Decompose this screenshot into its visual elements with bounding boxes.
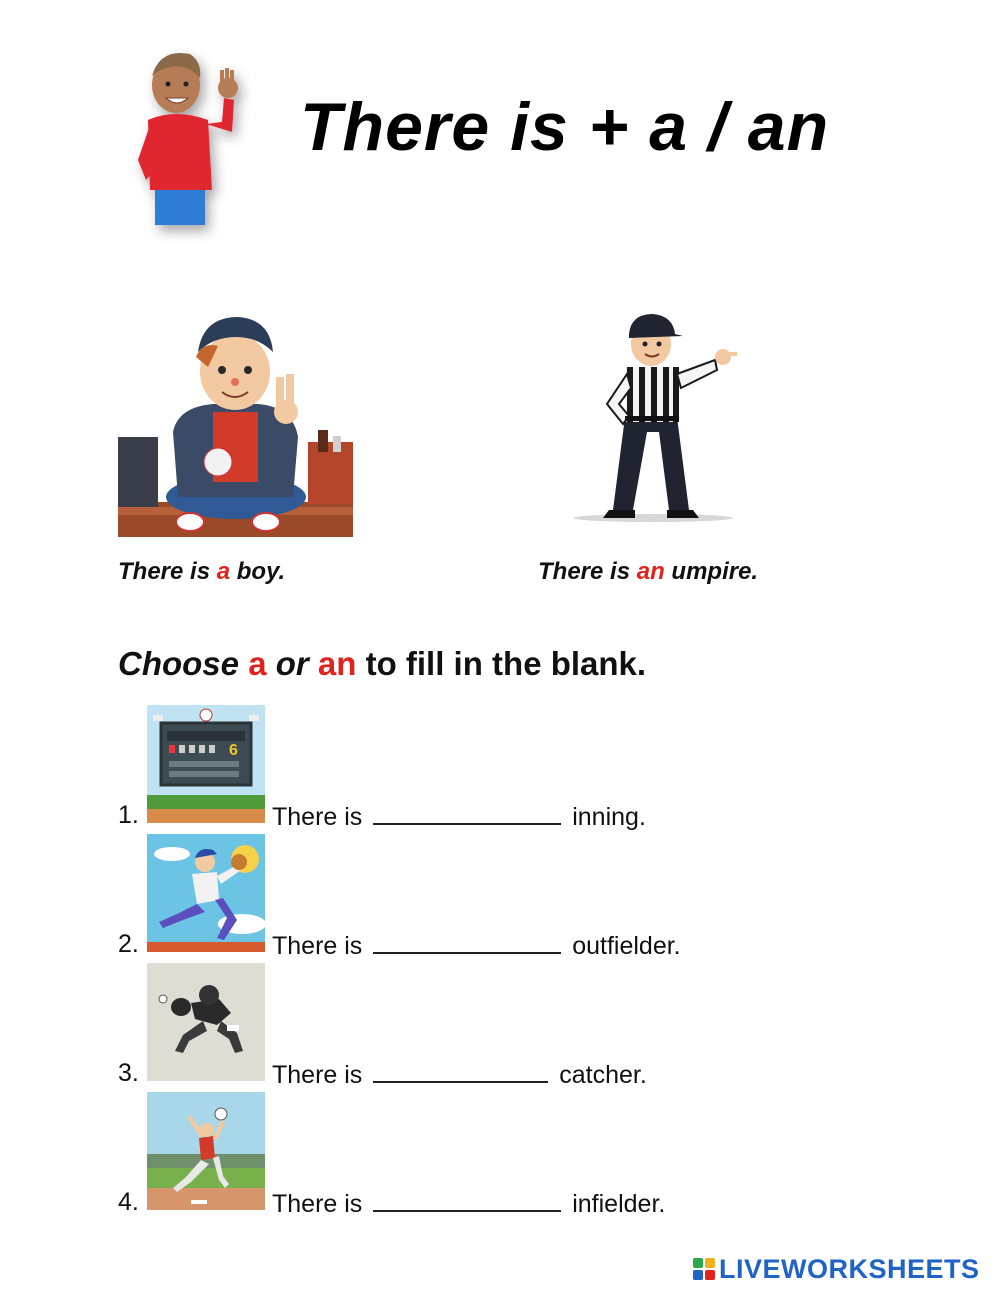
example-caption-an: There is an umpire. (538, 558, 759, 585)
exercise-number: 1. (118, 801, 139, 829)
exercise-sentence: There is infielder. (272, 1190, 666, 1218)
catcher-image (147, 963, 265, 1081)
outfielder-image (147, 834, 265, 952)
infielder-image (147, 1092, 265, 1210)
answer-blank[interactable] (373, 1059, 548, 1083)
exercise-number: 4. (118, 1188, 139, 1216)
exercise-sentence: There is inning. (272, 803, 646, 831)
liveworksheets-logo[interactable] (693, 1254, 980, 1284)
waving-boy-illustration (120, 40, 270, 250)
logo-grid-icon (693, 1258, 715, 1280)
boy-with-baseball-illustration (118, 312, 353, 537)
answer-blank[interactable] (373, 801, 561, 825)
exercise-number: 3. (118, 1059, 139, 1087)
scoreboard-image (147, 705, 265, 823)
example-caption-a: There is a boy. (118, 558, 286, 585)
answer-blank[interactable] (373, 930, 561, 954)
umpire-illustration (565, 312, 740, 524)
exercise-number: 2. (118, 930, 139, 958)
instructions: Choose a or an to fill in the blank. (118, 645, 647, 682)
logo-text: LIVEWORKSHEETS (719, 1253, 980, 1284)
article-a: a (216, 558, 231, 585)
answer-blank[interactable] (373, 1188, 561, 1212)
page-title: There is + a / an (300, 89, 830, 165)
exercise-sentence: There is outfielder. (272, 932, 681, 960)
svg-text:6: 6 (229, 742, 238, 759)
exercise-sentence: There is catcher. (272, 1061, 647, 1089)
article-an: an (636, 558, 665, 585)
